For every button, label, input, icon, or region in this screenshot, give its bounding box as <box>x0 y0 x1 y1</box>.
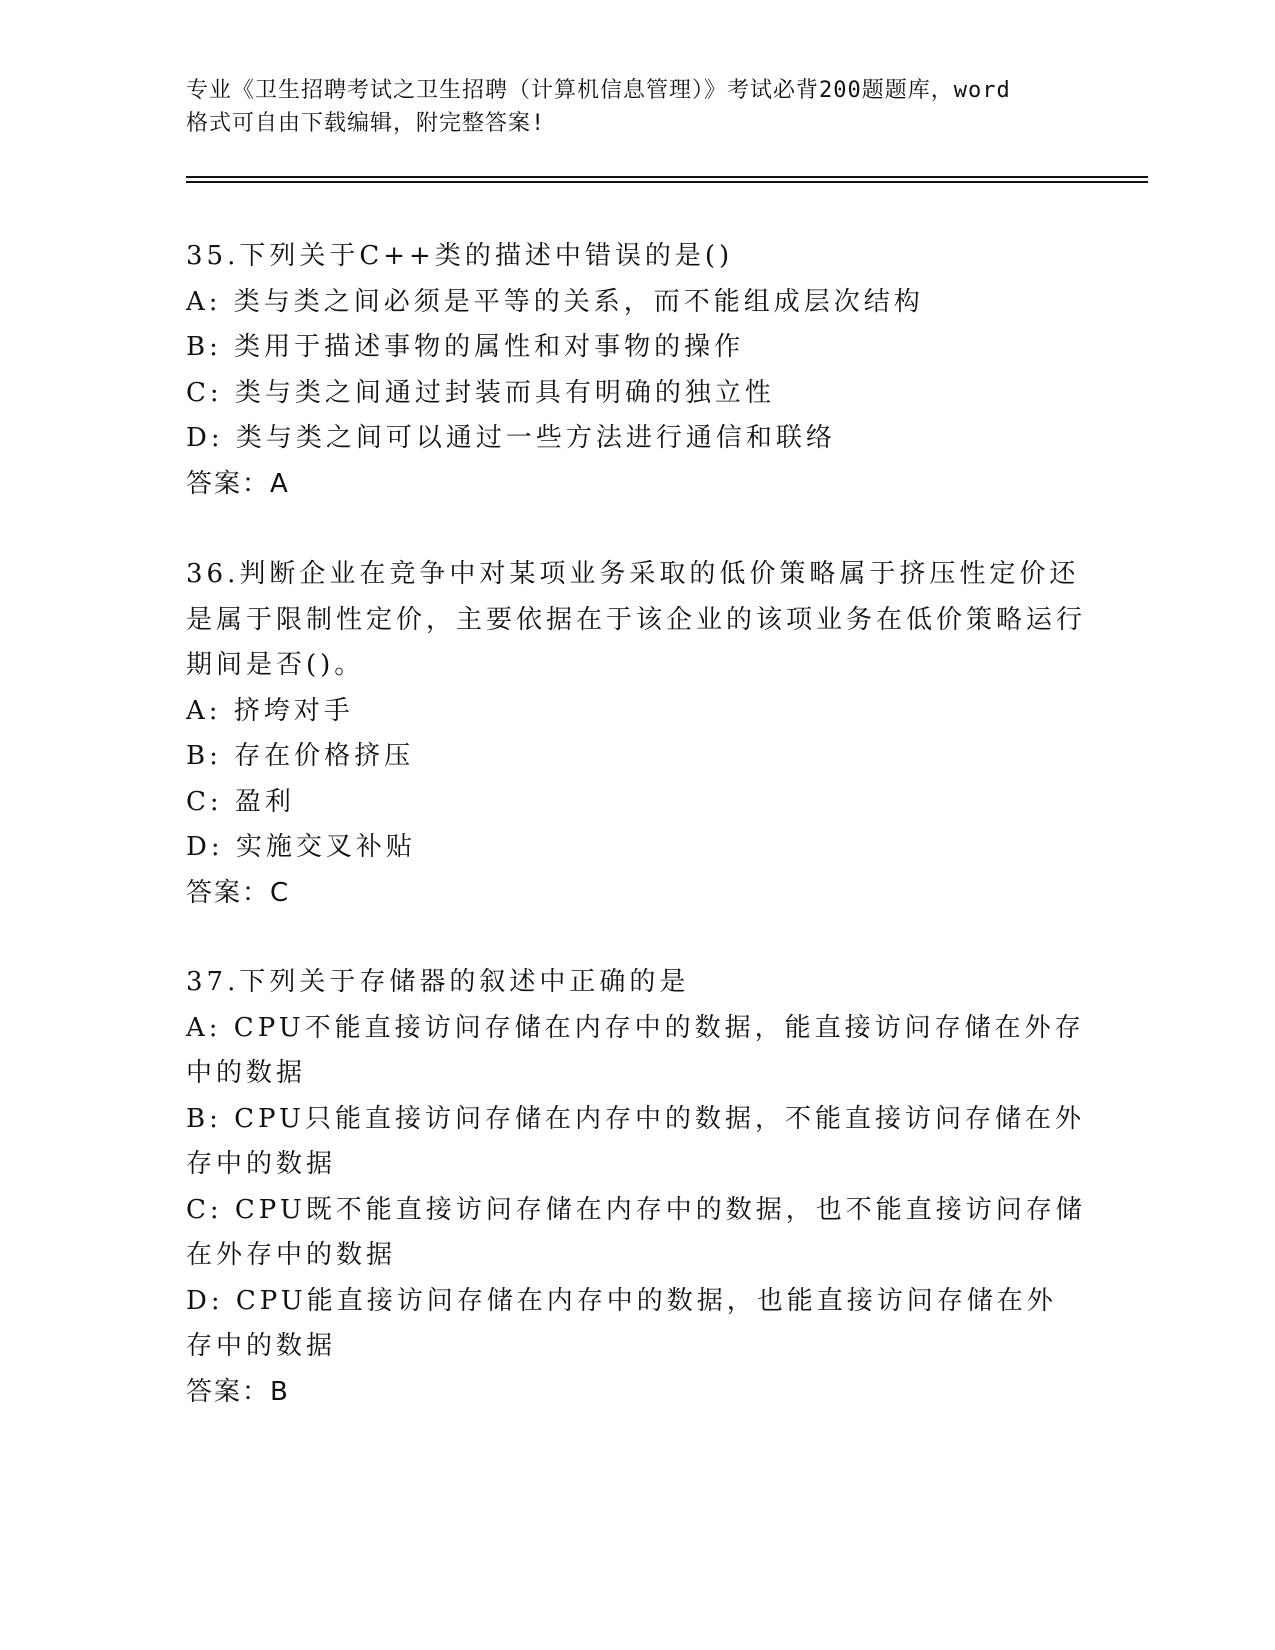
document-header <box>186 74 1086 140</box>
option-c: C: 类与类之间通过封装而具有明确的独立性 <box>186 377 775 408</box>
answer-label: 答案：B <box>186 1376 290 1407</box>
option-a: A: 挤垮对手 <box>186 695 354 726</box>
answer-label: 答案：A <box>186 468 290 499</box>
question-37 <box>186 960 1086 1415</box>
option-a: A: 类与类之间必须是平等的关系，而不能组成层次结构 <box>186 286 924 317</box>
option-d: D: 类与类之间可以通过一些方法进行通信和联络 <box>186 423 836 453</box>
header-divider-top <box>186 176 1148 178</box>
header-divider-bottom <box>186 181 1148 183</box>
option-b: B: 存在价格挤压 <box>186 741 415 771</box>
option-a: A: CPU不能直接访问存储在内存中的数据，能直接访问存储在外存中的数据 <box>186 1012 1085 1088</box>
answer-label: 答案：C <box>186 877 291 908</box>
question-stem: 37.下列关于存储器的叙述中正确的是 <box>186 967 690 997</box>
option-b: B: 类用于描述事物的属性和对事物的操作 <box>186 332 745 362</box>
header-line-2: 格式可自由下载编辑，附完整答案! <box>186 111 546 136</box>
header-line-1: 专业《卫生招聘考试之卫生招聘（计算机信息管理）》考试必背200题题库，word <box>186 78 1011 103</box>
option-d: D: 实施交叉补贴 <box>186 832 416 862</box>
question-stem: 36.判断企业在竞争中对某项业务采取的低价策略属于挤压性定价还是属于限制性定价，主要依据在于该企业的该项业务在低价策略运行期间是否()。 <box>186 559 1087 680</box>
option-c: C: CPU既不能直接访问存储在内存中的数据，也不能直接访问存储在外存中的数据 <box>186 1194 1086 1270</box>
option-b: B: CPU只能直接访问存储在内存中的数据，不能直接访问存储在外存中的数据 <box>186 1103 1085 1179</box>
question-35 <box>186 234 1086 507</box>
option-d: D: CPU能直接访问存储在内存中的数据，也能直接访问存储在外存中的数据 <box>186 1285 1057 1361</box>
question-36 <box>186 552 1086 916</box>
option-c: C: 盈利 <box>186 786 295 817</box>
question-stem: 35.下列关于C++类的描述中错误的是() <box>186 241 734 271</box>
